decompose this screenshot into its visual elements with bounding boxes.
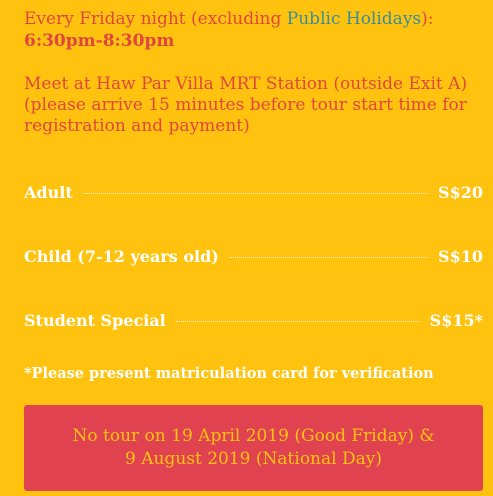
price-value: S$10 [438,247,483,266]
price-row-child [24,247,483,266]
public-holidays-link[interactable]: Public Holidays [286,9,422,29]
price-value: S$20 [438,183,483,202]
notice-line-1: No tour on 19 April 2019 (Good Friday) & [72,426,435,446]
notice-line-2: 9 August 2019 (National Day) [125,449,382,469]
arrival-note: (please arrive 15 minutes before tour start time for registration and payment) [24,95,467,136]
matriculation-footnote: *Please present matriculation card for verification [24,365,434,382]
meeting-location: Meet at Haw Par Villa MRT Station (outside Exit A) [24,74,468,94]
price-row-student [24,311,483,330]
dotted-leader [229,257,428,258]
dotted-leader [83,193,428,194]
tour-schedule [24,8,484,52]
price-value: S$15* [429,311,483,330]
meeting-info [24,74,484,137]
price-label: Child (7-12 years old) [24,247,219,266]
price-row-adult [24,183,483,202]
schedule-suffix: ): [421,9,434,29]
schedule-prefix: Every Friday night (excluding [24,9,287,29]
schedule-time: 6:30pm-8:30pm [24,31,175,51]
dotted-leader [176,321,420,322]
price-label: Student Special [24,311,166,330]
price-label: Adult [24,183,73,202]
schedule-days [24,8,484,30]
no-tour-notice [24,405,483,491]
